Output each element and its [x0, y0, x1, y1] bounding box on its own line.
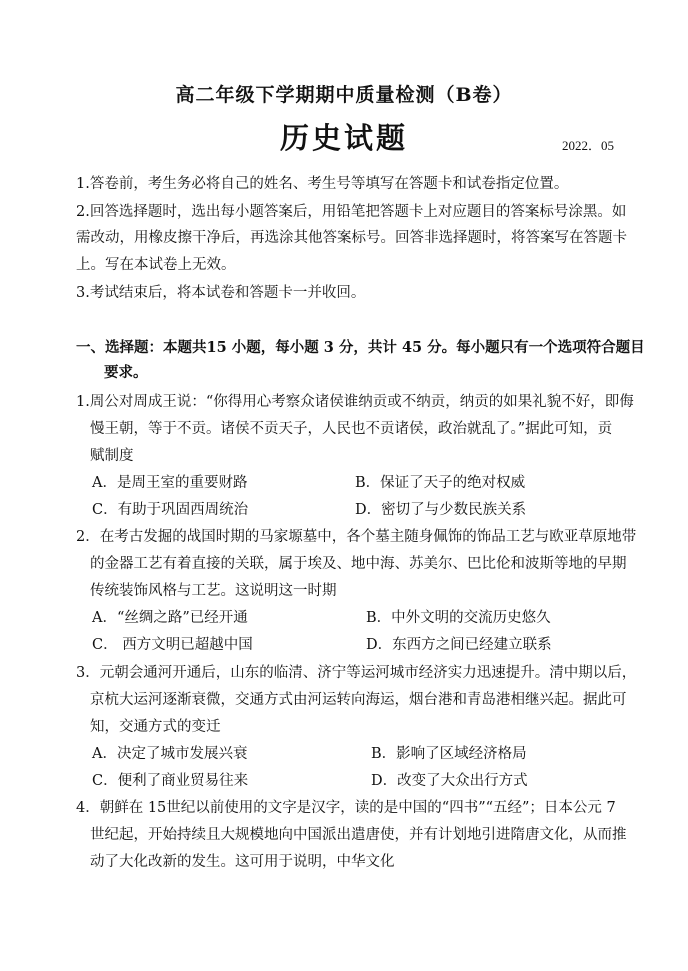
- instruction-line: 上。写在本试卷上无效。: [76, 257, 236, 273]
- question-3-option-c: C．便利了商业贸易往来: [92, 773, 249, 789]
- question-3-stem: 京杭大运河逐渐衰微，交通方式由河运转向海运，烟台港和青岛港相继兴起。据此可: [90, 692, 627, 708]
- question-2-stem: 的金器工艺有着直接的关联，属于埃及、地中海、苏美尔、巴比伦和波斯等地的早期: [90, 556, 627, 572]
- question-3-option-a: A．决定了城市发展兴衰: [92, 746, 248, 762]
- question-1-stem: 慢王朝，等于不贡。诸侯不贡天子，人民也不贡诸侯，政治就乱了。”据此可知，贡: [90, 421, 613, 437]
- question-2-option-d: D．东西方之间已经建立联系: [366, 637, 552, 653]
- instruction-line: 需改动，用橡皮擦干净后，再选涂其他答案标号。回答非选择题时，将答案写在答题卡: [76, 230, 627, 246]
- subject-title: 历史试题: [279, 121, 408, 155]
- exam-title: 高二年级下学期期中质量检测（B卷）: [175, 84, 513, 106]
- question-1-stem: 赋制度: [90, 448, 134, 464]
- exam-date: 2022．05: [562, 138, 615, 153]
- question-3-option-b: B．影响了区域经济格局: [371, 746, 527, 762]
- question-1-option-d: D．密切了与少数民族关系: [355, 502, 527, 518]
- question-3-option-d: D．改变了大众出行方式: [371, 773, 528, 789]
- instruction-line: 1.答卷前，考生务必将自己的姓名、考生号等填写在答题卡和试卷指定位置。: [76, 176, 569, 192]
- section-heading: 一、选择题：本题共15 小题，每小题 3 分，共计 45 分。每小题只有一个选项符合题目: [76, 339, 645, 356]
- question-2-stem: 2．在考古发掘的战国时期的马家塬墓中，各个墓主随身佩饰的饰品工艺与欧亚草原地带: [76, 529, 637, 545]
- question-4-stem: 动了大化改新的发生。这可用于说明，中华文化: [90, 854, 395, 870]
- question-1-option-b: B．保证了天子的绝对权威: [355, 475, 526, 491]
- question-4-stem: 世纪起，开始持续且大规模地向中国派出遣唐使，并有计划地引进隋唐文化，从而推: [90, 827, 627, 843]
- question-1-stem: 1.周公对周成王说：“你得用心考察众诸侯谁纳贡或不纳贡，纳贡的如果礼貌不好，即侮: [76, 394, 634, 410]
- question-4-stem: 4．朝鲜在 15世纪以前使用的文字是汉字，读的是中国的“四书”“五经”；日本公元 7: [76, 800, 616, 816]
- question-2-option-a: A．“丝绸之路”已经开通: [92, 610, 248, 626]
- instruction-line: 2.回答选择题时，选出每小题答案后，用铅笔把答题卡上对应题目的答案标号涂黑。如: [76, 204, 627, 220]
- question-3-stem: 3．元朝会通河开通后，山东的临清、济宁等运河城市经济实力迅速提升。清中期以后，: [76, 665, 637, 681]
- question-2-option-b: B．中外文明的交流历史悠久: [366, 610, 551, 626]
- question-2-option-c: C． 西方文明已超越中国: [92, 637, 253, 653]
- section-heading-cont: 要求。: [104, 364, 148, 381]
- question-1-option-a: A．是周王室的重要财路: [92, 475, 248, 491]
- question-1-option-c: C．有助于巩固西周统治: [92, 502, 249, 518]
- instruction-line: 3.考试结束后，将本试卷和答题卡一并收回。: [76, 285, 366, 301]
- question-3-stem: 知，交通方式的变迁: [90, 719, 221, 735]
- question-2-stem: 传统装饰风格与工艺。这说明这一时期: [90, 583, 337, 599]
